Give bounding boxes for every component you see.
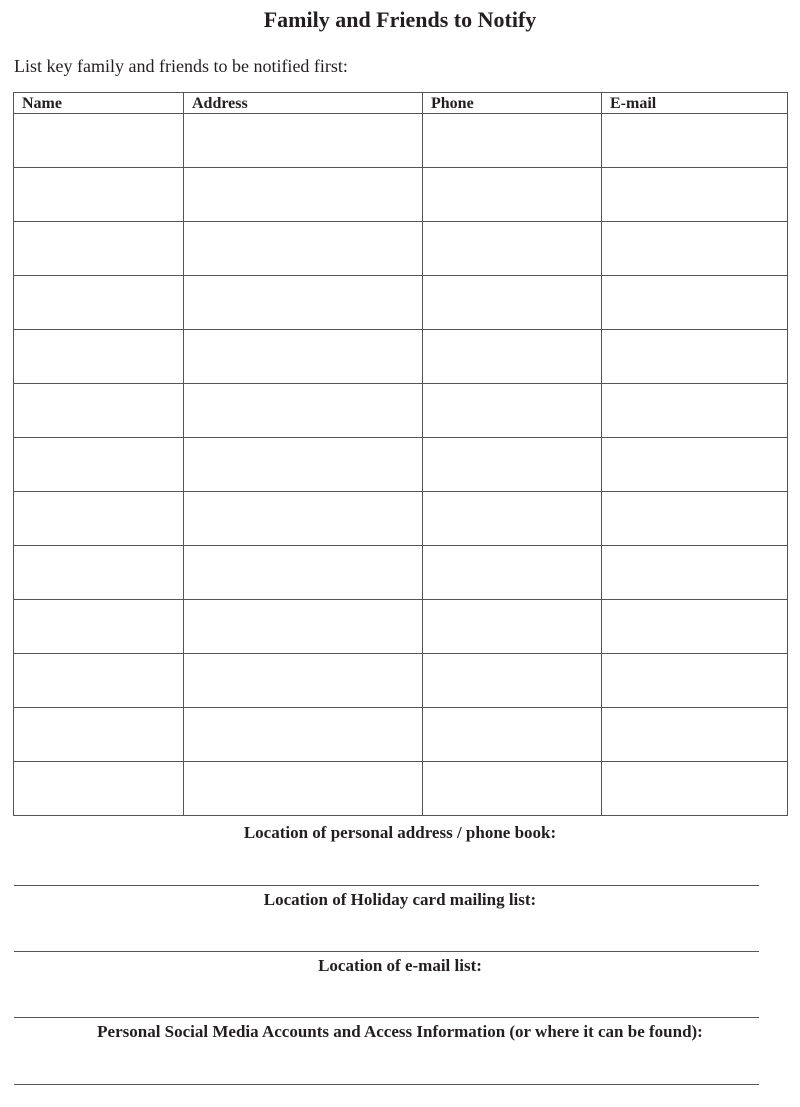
holiday-card-list-location-label: Location of Holiday card mailing list: [263, 890, 537, 909]
name-cell[interactable] [14, 654, 184, 708]
address-cell[interactable] [184, 168, 423, 222]
address-cell[interactable] [184, 330, 423, 384]
table-row [14, 330, 788, 384]
name-cell[interactable] [14, 546, 184, 600]
phone-cell[interactable] [423, 546, 602, 600]
table-row [14, 222, 788, 276]
column-header-email: E-mail [602, 93, 788, 114]
phone-cell[interactable] [423, 438, 602, 492]
social-media-accounts-label: Personal Social Media Accounts and Access Information (or where it can be found): [97, 1022, 703, 1041]
address-cell[interactable] [184, 762, 423, 816]
table-row [14, 546, 788, 600]
address-cell[interactable] [184, 600, 423, 654]
address-cell[interactable] [184, 654, 423, 708]
name-cell[interactable] [14, 222, 184, 276]
table-row [14, 492, 788, 546]
email-cell[interactable] [602, 654, 788, 708]
column-header-name: Name [14, 93, 184, 114]
table-row [14, 600, 788, 654]
column-header-phone: Phone [423, 93, 602, 114]
email-cell[interactable] [602, 330, 788, 384]
email-cell[interactable] [602, 492, 788, 546]
email-cell[interactable] [602, 222, 788, 276]
phone-cell[interactable] [423, 762, 602, 816]
phone-cell[interactable] [423, 384, 602, 438]
intro-text: List key family and friends to be notified first: [14, 56, 348, 76]
table-row [14, 438, 788, 492]
phone-cell[interactable] [423, 330, 602, 384]
phone-cell[interactable] [423, 276, 602, 330]
address-cell[interactable] [184, 114, 423, 168]
name-cell[interactable] [14, 762, 184, 816]
email-cell[interactable] [602, 762, 788, 816]
holiday-card-list-location-line[interactable] [14, 951, 759, 952]
name-cell[interactable] [14, 438, 184, 492]
page-title: Family and Friends to Notify [263, 7, 537, 32]
address-cell[interactable] [184, 708, 423, 762]
phone-cell[interactable] [423, 114, 602, 168]
email-cell[interactable] [602, 384, 788, 438]
email-cell[interactable] [602, 438, 788, 492]
email-list-location-label: Location of e-mail list: [318, 956, 482, 975]
phone-cell[interactable] [423, 492, 602, 546]
email-cell[interactable] [602, 600, 788, 654]
address-book-location-line[interactable] [14, 885, 759, 886]
phone-cell[interactable] [423, 600, 602, 654]
name-cell[interactable] [14, 114, 184, 168]
table-row [14, 276, 788, 330]
name-cell[interactable] [14, 492, 184, 546]
address-cell[interactable] [184, 546, 423, 600]
address-cell[interactable] [184, 492, 423, 546]
email-cell[interactable] [602, 114, 788, 168]
name-cell[interactable] [14, 600, 184, 654]
phone-cell[interactable] [423, 654, 602, 708]
column-header-address: Address [184, 93, 423, 114]
address-cell[interactable] [184, 222, 423, 276]
social-media-accounts-line[interactable] [14, 1084, 759, 1085]
name-cell[interactable] [14, 168, 184, 222]
address-book-location-label: Location of personal address / phone book: [243, 823, 557, 842]
table-row [14, 654, 788, 708]
email-cell[interactable] [602, 708, 788, 762]
name-cell[interactable] [14, 276, 184, 330]
email-cell[interactable] [602, 546, 788, 600]
table-row [14, 762, 788, 816]
email-cell[interactable] [602, 168, 788, 222]
table-row [14, 114, 788, 168]
name-cell[interactable] [14, 708, 184, 762]
phone-cell[interactable] [423, 168, 602, 222]
address-cell[interactable] [184, 276, 423, 330]
address-cell[interactable] [184, 438, 423, 492]
phone-cell[interactable] [423, 708, 602, 762]
contacts-table [13, 92, 788, 816]
address-cell[interactable] [184, 384, 423, 438]
email-cell[interactable] [602, 276, 788, 330]
table-row [14, 384, 788, 438]
name-cell[interactable] [14, 330, 184, 384]
table-header-row [14, 93, 788, 114]
email-list-location-line[interactable] [14, 1017, 759, 1018]
table-row [14, 708, 788, 762]
table-row [14, 168, 788, 222]
name-cell[interactable] [14, 384, 184, 438]
phone-cell[interactable] [423, 222, 602, 276]
